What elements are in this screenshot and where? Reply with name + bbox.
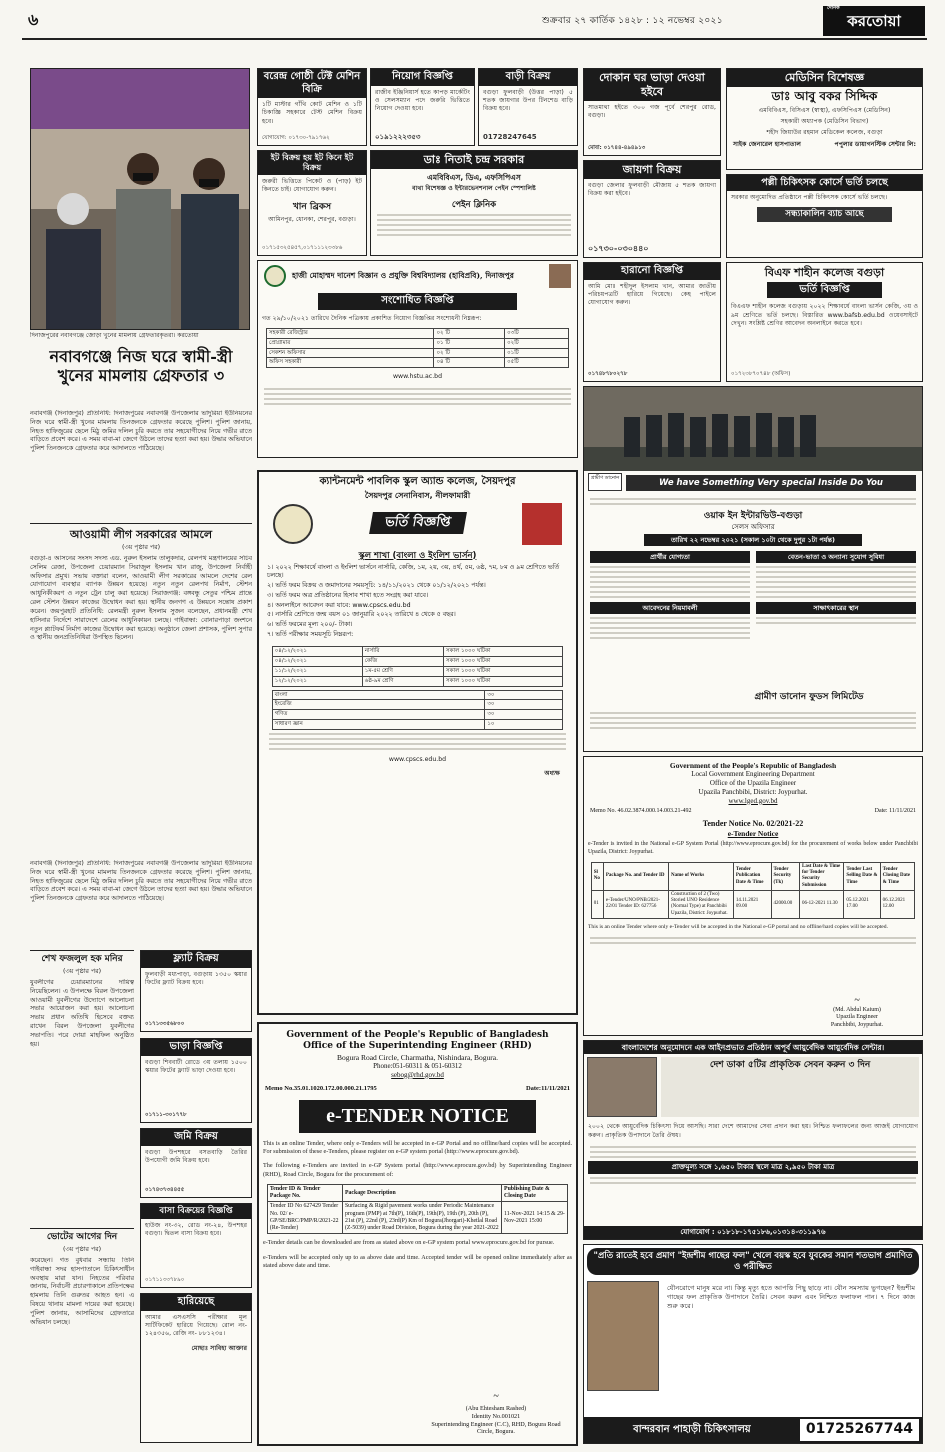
table-row: সেকশন অফিসার ০২ টি ০১টি [266, 348, 568, 358]
ad-name: খান ব্রিকস [292, 201, 332, 212]
list-item: ৪। অনলাইনে আবেদন করা যাবে: www.cpscs.edu.bd [267, 601, 411, 609]
ad-title: জায়গা বিক্রয় [584, 161, 720, 179]
ad-flat-sale [140, 950, 252, 1032]
ad-phone: ০১৭১১৩৩৭৮৯০ [145, 1277, 185, 1284]
hstu-body: গত ২৯/১০/২০২১ তারিখে দৈনিক পত্রিকায় প্রকাশিত নিয়োগ বিজ্ঞপ্তির সংশোধনী নিম্নরূপ: [262, 314, 482, 322]
ad-badge: সন্ধ্যাকালিন ব্যাচ আছে [757, 207, 892, 222]
votes-cont: (৩য় পৃষ্ঠার পর) [62, 1246, 102, 1253]
issue-date: শুক্রবার ২৭ কার্তিক ১৪২৮ : ১২ নভেম্বর ২০২১ [542, 16, 723, 26]
ayur-line2: দেশ ডাকা ৫টির প্রাকৃতিক সেবন করুন ৩ দিন [661, 1057, 919, 1117]
school-logo-icon [273, 504, 313, 544]
venue-heading: সাক্ষাৎকারের স্থান [756, 602, 916, 614]
rhd-title: e-TENDER NOTICE [299, 1100, 536, 1133]
rhd-email[interactable]: sebog@rhd.gov.bd [391, 1070, 444, 1079]
table-row: ইংরেজি ৩০ [272, 700, 563, 710]
ad-title: ফ্ল্যাট বিক্রয় [141, 951, 251, 968]
mujib-body: যুবলীগের চেয়ারম্যানের দায়িত্ব নিয়েছিলেন। এ উপলক্ষে বিরল উপজেলা আওয়ামী যুবলীগের উদ্যোগে আলোচনা সভার আয়োজন করা হয়। আলোচনা সভায় প্রধান অতিথি হিসেবে বক্তব্য রাখেন বিরল উপজেলা যুবলীগের সভাপতি। পরে দোয়া মাহফিল অনুষ্ঠিত হয়। [30, 979, 134, 1048]
ad-phone: ০১৭৪৩৭৩৪৪৫৫ [145, 1187, 185, 1194]
ad-land-plot [583, 160, 721, 258]
ad-indrasheem [583, 1244, 923, 1444]
ad-body: সাতমাথা হইতে ৩০০ গজ পূর্বে শেরপুর রোড, বগুড়া। [588, 103, 716, 119]
rhd-sign2: Identity No.001021 [471, 1412, 521, 1420]
apply-heading: আবেদনের নিয়মাবলী [590, 602, 750, 614]
job-title: ওয়াক ইন ইন্টারভিউ-বগুড়া [703, 511, 803, 521]
lead-lede: নবাবগঞ্জ (দিনাজপুর) প্রতিনিধি: দিনাজপুরের নবাবগঞ্জ উপজেলার ভাদুরিয়া ইউনিয়নের নিজ ঘরে স্বামী-স্ত্রী খুনের মামলায় তিনজনকে গ্রেফতার করেছে পুলিশ। পুলিশ জানায়, নিহত হাফিজুরের ছেলে মিঠু জমির দলিল চুরি করতে তার সহযোগীদের নিয়ে গভীর রাতে বাড়িতে প্রবেশ করে। এ সময় বাবা-মা জেগে উঠলে তাদের হত্যা করা হয়। উদ্ধার অভিযানে পুলিশ তিনজনকে গ্রেফতার করে আদালতে পাঠিয়েছে। [30, 410, 252, 453]
portrait-icon [549, 264, 571, 288]
table-row: প্রোগ্রামার ০১ টি ০২টি [266, 338, 568, 348]
ad-medicine-specialist [726, 68, 923, 170]
ad-rent [140, 1038, 252, 1123]
ad-phone: ০১৭১৫৩২৫৪৫৭,০১৭১১১২৩৩৮৬ [262, 245, 343, 252]
table-row: ১২/১২/২০২১ ৬ষ্ঠ-৯ম শ্রেণি সকাল ১০০০ ঘটিকা [272, 676, 563, 686]
ad-village-doctor [726, 174, 923, 258]
ad-body: রাজীব ইঞ্জিনিয়ার্স হতে কাপড় মার্কেটিং ও সেলসম্যান পদে জরুরি ভিত্তিতে নিয়োগ দেওয়া হবে। [375, 88, 470, 113]
ad-title: ইট বিক্রয় হয় ইট কিনে ইট বিক্রয় [258, 151, 366, 175]
list-item: ৫। নার্সারি শ্রেণিতে জন্ম বয়স ০১ জানুয়ারি ২০২২ তারিখে ৪ থেকে ৫ বছর। [267, 611, 456, 619]
ad-body: জরুরী ভিত্তিতে পিকেট ও (পাড়) ইট কিনতে চাই। যোগাযোগ করুন। [262, 178, 362, 194]
ad-shaheen-college [726, 262, 923, 382]
al-body-more: নবাবগঞ্জ (দিনাজপুর) প্রতিনিধি: দিনাজপুরের নবাবগঞ্জ উপজেলার ভাদুরিয়া ইউনিয়নের নিজ ঘরে স্বামী-স্ত্রী খুনের মামলায় তিনজনকে গ্রেফতার করেছে পুলিশ। পুলিশ জানায়, নিহত হাফিজুরের ছেলে মিঠু জমির দলিল চুরি করতে তার সহযোগীদের নিয়ে গভীর রাতে বাড়িতে প্রবেশ করে। এ সময় বাবা-মা জেগে উঠলে তাদের হত্যা করা হয়। উদ্ধার অভিযানে পুলিশ তিনজনকে গ্রেফতার করে আদালতে পাঠিয়েছে। [30, 860, 252, 903]
list-item: ১। ২০২২ শিক্ষাবর্ষে বাংলা ও ইংলিশ ভার্সনে নার্সারি, কেজি, ১ম, ২য়, ৩য়, ৪র্থ, ৫ম, ৬ষ্ঠ, ৭ম, ৮ম ও ৯ম শ্রেণিতে ভর্তি চলছে। [267, 564, 560, 579]
lged-web[interactable]: www.lged.gov.bd [728, 796, 778, 805]
rhd-memo: Memo No.35.01.1020.172.00.000.21.1795 [265, 1085, 377, 1093]
ad-phone: ০১৭১১-৩০১৭৭৮ [145, 1112, 187, 1119]
college-sub: ভর্তি বিজ্ঞপ্তি [767, 282, 882, 299]
page-number: ৬ [28, 10, 39, 29]
ad-title: দোকান ঘর ভাড়া দেওয়া হইবে [584, 69, 720, 101]
lged-title: Tender Notice No. 02/2021-22 [702, 818, 804, 828]
herbalist-photo [587, 1281, 659, 1391]
ad-lost-nid [583, 262, 721, 382]
team-photo [584, 387, 922, 471]
list-item: ৭। ভর্তি পরীক্ষার সময়সূচি নিম্নরূপ: [267, 631, 354, 639]
rhd-p1: This is an online Tender, where only e-Tenders will be accepted in e-GP Portal and no offline/hard copies will be accepted. For submission of these e-Tenders, please register on e-GP system portal (http://www.eprocure.gov.bd). [263, 1139, 572, 1155]
doctor-degree: এমবিবিএস, বিসিএস (স্বাস্থ্য), এফসিপিএস (মেডিসিন) [758, 106, 891, 114]
ad-title: ডাঃ নিতাই চন্দ্র সরকার [371, 151, 577, 169]
ad-body: আমি মোঃ শহীদুল ইসলাম খান, আমার জাতীয় পরিচয়পত্রটি হারিয়ে গিয়েছে। কেহ পাইলে যোগাযোগ করুন। [588, 282, 716, 307]
rhd-sign: (Abu Ehtesham Rashed) [465, 1405, 527, 1412]
ad-body: বগুড়া শিববাটী রোডে ৩য় তলায় ১৫০০ স্কয়ার ফিটের ফ্ল্যাট ভাড়া দেওয়া হবে। [145, 1058, 247, 1074]
votes-body: করেছেন। গত বুধবার সন্ধ্যায় তিনি গাইবান্ধা সদর হাসপাতালে চিকিৎসাধীন অবস্থায় মারা যান। নিহতের পরিবার জানায়, নির্বাচনী প্রচারণাকালে প্রতিপক্ষের হামলায় তিনি গুরুতর আহত হন। এ বিষয়ে থানায় মামলা দায়ের করা হয়েছে। পুলিশ জানায়, আসামিদের গ্রেফতারে অভিযান চলছে। [30, 1257, 134, 1326]
ad-land-sale [140, 1128, 252, 1198]
ad-ayurvedic [583, 1040, 923, 1240]
hstu-table [266, 328, 569, 369]
ad-title: পল্লী চিকিৎসক কোর্সে ভর্তি চলছে [727, 175, 922, 191]
rhd-p4: e-Tenders will be accepted only up to as above date and time. Accepted tender will be opened online immediately after as stated above date and time. [263, 1253, 572, 1270]
hstu-logo-icon [264, 265, 286, 287]
ad-body: বগুড়া উপশহরে বসতবাড়ি তৈরির উপযোগী জমি বিক্রয় হবে। [145, 1148, 247, 1164]
list-item: ৩। ভর্তি ফরম অত্র প্রতিষ্ঠানের হিসাব শাখা হতে সংগ্রহ করা যাবে। [267, 591, 429, 599]
lged-date: Date: 11/11/2021 [874, 808, 916, 815]
lead-photo [30, 68, 250, 330]
ad-house-sale [478, 68, 578, 146]
ad-shop-rent [583, 68, 721, 156]
ad-title: বরেন্দ্র গোষ্ঠী টেক্ট মেশিন বিক্রি [258, 69, 366, 98]
ad-body: বগুড়া ফুলবাড়ী (উত্তর পাড়া) ৫ শতক জায়গার উপর টিনশেড বাড়ি বিক্রয় হবে। [483, 88, 573, 113]
ad-phone: যোগাযোগ: ০১৭৩০-৭৯১৭৬২ [262, 135, 330, 142]
school-branch: স্কুল শাখা (বাংলা ও ইংলিশ ভার্সন) [358, 550, 477, 561]
ad-house-notice [140, 1203, 252, 1288]
table-row: অফিস সহকারী ০৪ টি ০৫টি [266, 358, 568, 368]
benefit-heading: বেতন-ভাতা ও অন্যান্য সুযোগ সুবিধা [756, 551, 916, 563]
school-marks [272, 690, 564, 731]
school-title: ক্যান্টনমেন্ট পাবলিক স্কুল অ্যান্ড কলেজ, সৈয়দপুর [319, 476, 516, 487]
lged-subtitle: e-Tender Notice [727, 828, 779, 838]
ad-cantonment-school [257, 470, 578, 1015]
ad-phone: ০১৭৩০-০৩০৪৪০ [588, 244, 649, 253]
list-item: ২। ভর্তি ফরম বিক্রয় ও জমাদানের সময়সূচি: ১৪/১১/২০২১ থেকে ০১/১২/২০২১ পর্যন্ত। [267, 581, 486, 589]
ad-phone: ০১৯১২২২৩৫৩ [375, 133, 421, 142]
signature-icon: ~ [493, 1391, 499, 1402]
ad-name: মোছাঃ সাবিহা আক্তার [191, 1344, 247, 1352]
rhd-table: Tender ID & Tender Package No. Package Description Publishing Date & Closing Date Tender ID No 627429 Tender No. 02/ e-GP/SE/BRC/PMP/R/2021-22 (Re-Tender) Surfacing & Rigid pavement works under Periodic Maintenance program (PMP) at 7th(P), 16th(P), 19th(P), 19th (P), 20th (P), 21st (P), 22nd (P), 23rd(P) Km of Bogura(Jhorgari)-Khetlal Road (Z-5039) under Road Division, Bogura during the year 2021-2022 11-Nov-2021 14:15 & 29-Nov-2021 15:00 [267, 1184, 568, 1234]
lged-intro: e-Tender is invited in the National e-GP System Portal (http://www.eprocure.gov.bd) for the procurement of works below under Panchbibi Upazila, District: Joypurhat. [588, 841, 918, 856]
ad-title: বাসা বিক্রয়ের বিজ্ঞপ্তি [141, 1204, 251, 1219]
ad-title: হারিয়েছে [141, 1294, 251, 1311]
lged-govt: Government of the People's Republic of Bangladesh [669, 761, 837, 770]
lged-note: This is an online Tender where only e-Tender will be accepted in the National e-GP portal and no offline/hard copies will be accepted. [588, 923, 888, 930]
ad-degree: এমবিবিএস, ডিএ, এফসিপিএস [427, 172, 521, 182]
ad-brick [257, 150, 367, 256]
hstu-notice-title: সংশোধিত বিজ্ঞপ্তি [318, 293, 517, 310]
ad-machine-sale [257, 68, 367, 146]
mujib-logo-icon [522, 503, 562, 545]
school-notice: ভর্তি বিজ্ঞপ্তি [369, 512, 466, 534]
lged-dept: Local Government Engineering Department [691, 770, 815, 779]
ad-phone: ০১৭২৩৮৭০৭৪৮ (অফিস) [731, 371, 791, 378]
mujib-cont: (৩য় পৃষ্ঠার পর) [62, 968, 102, 975]
ad-body: ১টি মাস্টার গাঁথি কোট মেশিন ও ১টি চিকাজ্ঞি সহকারে টেস্ট মেশিন বিক্রয় হবে। [262, 101, 362, 125]
ad-spec: ব্যথা বিশেষজ্ঞ ও ইন্টারভেনশনাল পেইন স্পেশালিষ্ট [412, 185, 536, 193]
job-role: সেলস অফিসার [731, 523, 775, 531]
ad-title: ভাড়া বিজ্ঞপ্তি [141, 1039, 251, 1056]
rhd-office: Office of the Superintending Engineer (RHD) [303, 1041, 532, 1052]
indra-phone[interactable]: 01725267744 [800, 1419, 919, 1441]
company-name: গ্রামীণ ডানোন ফুডস লিমিটেড [754, 692, 864, 702]
al-headline: আওয়ামী লীগ সরকারের আমলে [69, 528, 213, 541]
masthead: দৈনিক করতোয়া [823, 6, 925, 36]
hstu-website[interactable]: www.hstu.ac.bd [392, 373, 443, 381]
doctor-name: ডাঃ আবু বকর সিদ্দিক [771, 88, 878, 103]
ayur-price: প্রাক্তমূল্য সঙ্গে ১,৬৫০ টাকার স্থলে মাত্র ২,৯৫০ টাকা মাত্র [588, 1161, 918, 1174]
ad-body: সরকার অনুমোদিত প্রতিষ্ঠানে পল্লী চিকিৎসক কোর্সে ভর্তি চলছে। [731, 193, 888, 201]
rhd-addr: Bogura Road Circle, Charmatha, Nishindara, Bogura. [336, 1052, 498, 1062]
lged-office: Office of the Upazila Engineer [709, 779, 797, 788]
lged-signt: Upazila Engineer [836, 1014, 878, 1020]
lead-photo-caption: দিনাজপুরের নবাবগঞ্জে জোড়া খুনের মামলায় গ্রেফতারকৃতরা। করতোয়া [30, 332, 199, 339]
school-sign: অধ্যক্ষ [544, 770, 560, 778]
school-sub: সৈয়দপুর সেনানিবাস, নীলফামারী [364, 490, 471, 500]
rhd-govt: Government of the People's Republic of Bangladesh [286, 1030, 549, 1040]
table-row: ১১/১২/২০২১ ১ম-৫ম শ্রেণি সকাল ১০০০ ঘটিকা [272, 666, 563, 676]
list-item: ৬। ভর্তি ফরমের মূল্য ২০০/- টাকা। [267, 621, 353, 629]
ayur-phone: যোগাযোগ : ০১৮১৮-১৭৫১৮৬,০১৩১৪-৩১১৯৭৬ [584, 1226, 922, 1239]
lged-addr: Upazila Panchbibi, District: Joypurhat. [698, 787, 808, 796]
ad-body: আমার এসএসসি পরীক্ষার মূল সার্টিফিকেট হারিয়ে গিয়েছে। রোল নং- ১২৪৩৫৬, রেজি নং- ৮৮১২৩৪। [145, 1313, 247, 1338]
rhd-p3: e-Tender details can be downloaded are from as stated above on e-GP system portal www.eprocure.gov.bd for pursue. [263, 1239, 555, 1247]
al-cont: (৩য় পৃষ্ঠার পর) [121, 544, 161, 551]
ad-lost-cert [140, 1293, 252, 1443]
grameen-logo: গ্রামীণ ডানোন [588, 473, 622, 491]
ad-body: বিএএফ শাহীন কলেজ বগুড়ায় ২০২২ শিক্ষাবর্ষে বাংলা ভার্সন কেজি, ৩য় ও ৯ম শ্রেণিতে ভর্তি চলছে। বিস্তারিত www.bafsb.edu.bd ওয়েবসাইটে দেখুন। সংশ্লিষ্ট শ্রেণির আবেদন অনলাইনে করতে হবে। [731, 303, 918, 327]
page-header [22, 4, 927, 40]
ad-phone: মোবা: ০১৭৪৪-৪৯৪৯১৩ [588, 145, 646, 152]
ayur-body: ২০০২ থেকে আয়ুর্বেদিক চিকিৎসা দিয়ে আসছি। সারা দেশে আমাদের সেবা প্রদান করা হয়। নিশ্চিত ফলাফলের জন্য আজই যোগাযোগ করুন। প্রাকৃতিক উপাদানে তৈরি ঔষধ। [588, 1123, 918, 1139]
ad-phone: ০১৭১৩৩৫৬৮০০ [145, 1021, 185, 1028]
ad-phone: 01728247645 [483, 133, 537, 142]
rhd-phone: Phone:051-60311 & 051-60312 [373, 1061, 462, 1070]
danone-slogan: We have Something Very special Inside Do You [626, 475, 916, 491]
ad-phone: ০১৭৪৮৭৮০২৭৮ [588, 371, 628, 378]
ad-title: বাড়ী বিক্রয় [479, 69, 577, 86]
lead-headline: নবাবগঞ্জে নিজ ঘরে স্বামী-স্ত্রী খুনের মামলায় গ্রেফতার ৩ [49, 347, 233, 386]
al-body: বগুড়া-৪ আসনের সংসদ সদস্য এড. নুরুল ইসলাম তালুকদার, রেলপথ মন্ত্রণালয়ের সচিব সেলিম রেজা, উপজেলা চেয়ারম্যান সিরাজুল ইসলাম খান রাজু, উপজেলা নির্বাহী অফিসার প্রমুখ। সভায় বক্তারা বলেন, আওয়ামী লীগ সরকারের আমলে দেশের রেল যোগাযোগ ব্যবস্থার ব্যাপক উন্নয়ন হয়েছে। নতুন নতুন রেলপথ নির্মাণ, স্টেশন আধুনিকীকরণ ও নতুন ট্রেন চালু করা হয়েছে। সিরাজগঞ্জ: বঙ্গবন্ধু সেতুর পশ্চিম প্রান্তে রেল স্টেশন উন্নয়ন কাজের উদ্বোধন করা হয়। স্থানীয় জনগণ এ উন্নয়নে সন্তোষ প্রকাশ করেন। জয়পুরহাট প্রতিনিধি: রেলমন্ত্রী নুরুল ইসলাম সুজন বলেছেন, প্রধানমন্ত্রী শেখ হাসিনার নির্দেশে সারাদেশে রেলের আধুনিকায়ন চলছে। গাইবান্ধা: বোনারপাড়া জংশনে নতুন প্ল্যাটফর্ম নির্মাণ কাজের উদ্বোধন করা হয়েছে। অনুষ্ঠানে জেলা প্রশাসক, পুলিশ সুপার ও স্থানীয় জনপ্রতিনিধিরা উপস্থিত ছিলেন। [30, 555, 252, 642]
product-photo [587, 1057, 657, 1117]
ad-body: বগুড়া জেলার ফুলবাড়ী মৌজায় ৫ শতক জায়গা বিক্রয় করা হইবে। [588, 181, 716, 198]
ad-doctor-nitai [370, 150, 578, 256]
ad-lged-tender [583, 756, 923, 1036]
ad-title: জমি বিক্রয় [141, 1129, 251, 1146]
lged-table: Sl No Package No. and Tender ID Name of Works Tender Publication Date & Time Tender Security (Tk) Last Date & Time for Tender Security Submission Tender Last Selling Date & Time Tender Closing Date & Time 01 e-Tender/UNO/PNB/2021-22/01 Tender ID: 627756 Construction of 2 (Two) Storied UNO Residence (Normal Type) at Panchbibi Upazila, District: Joypurhat. 14.11.2021 09.00 42000.00 06-12-2021 11.30 05.12.2021 17.00 06.12.2021 12.00 [591, 862, 915, 919]
rhd-sign3: Superintending Engineer (C.C), RHD, Bogura Road Circle, Bogura. [431, 1420, 561, 1436]
ad-title: মেডিসিন বিশেষজ্ঞ [727, 69, 922, 87]
table-row: গণিত ৩০ [272, 710, 563, 720]
college-title: বিএফ শাহীন কলেজ বগুড়া [764, 266, 885, 279]
qual-heading: প্রার্থীর যোগ্যতা [590, 551, 750, 563]
votes-headline: ভোটের আগের দিন [46, 1232, 118, 1242]
ad-body: ফুলবাড়ী মধ্যপাড়া, বগুড়ায় ১৩৫০ স্কয়ার ফিটের ফ্ল্যাট বিক্রয় হবে। [145, 970, 247, 986]
hstu-name: হাজী মোহাম্মদ দানেশ বিজ্ঞান ও প্রযুক্তি বিশ্ববিদ্যালয় (হাবিপ্রবি), দিনাজপুর [292, 271, 514, 281]
ad-clinic: পেইন ক্লিনিক [451, 200, 497, 211]
lged-signa: Panchbibi, Joypurhat. [830, 1021, 884, 1028]
lged-memo: Memo No. 46.02.3874.000.14.003.21-492 [590, 808, 692, 815]
ad-hstu [257, 260, 578, 458]
ad-title: হারানো বিজ্ঞপ্তি [584, 263, 720, 280]
table-row: ০৪/১২/২০২১ কেজি সকাল ১০০০ ঘটিকা [272, 656, 563, 666]
ad-title: নিয়োগ বিজ্ঞপ্তি [371, 69, 474, 86]
table-row: সাধারণ জ্ঞান ১০ [272, 720, 563, 730]
lged-sign: (Md. Abdul Kaium) [833, 1006, 881, 1013]
chamber-1: সাইক জেনারেল হাসপাতাল [733, 140, 801, 148]
table-row: বাংলা ৩০ [272, 690, 563, 700]
ad-addr: আমিনপুর, ধোনকা, শেরপুর, বগুড়া। [268, 215, 356, 223]
table-row: সহকারী রেজিস্ট্রার ০২ টি ০৩টি [266, 328, 568, 338]
ad-rhd-tender [257, 1022, 578, 1446]
signature-icon: ~ [854, 994, 860, 1006]
ad-recruitment [370, 68, 475, 146]
school-web[interactable]: www.cpscs.edu.bd [388, 756, 447, 763]
mujib-headline: শেখ ফজলুল হক মনির [41, 954, 123, 964]
doctor-hosp: শহীদ জিয়াউর রহমান মেডিকেল কলেজ, বগুড়া [766, 129, 883, 137]
job-date: তারিখ ২২ নভেম্বর ২০২১ (সকাল ১০টা থেকে দুপুর ১টা পর্যন্ত) [644, 534, 862, 546]
rhd-p2: The following e-Tenders are invited in e-GP System portal (http://www.eprocure.gov.bd) by Superintending Engineer (RHD), Road Circle, Bogura for the procurement of: [263, 1162, 572, 1178]
doctor-desig: সহকারী অধ্যাপক (মেডিসিন বিভাগ) [780, 118, 869, 126]
table-row: ০৪/১২/২০২১ নার্সারি সকাল ১০০০ ঘটিকা [272, 647, 563, 657]
ad-grameen-danone [583, 386, 923, 752]
indra-center: বান্দরবান পাহাড়ী চিকিৎসালয় [633, 1423, 751, 1435]
ayur-title: বাংলাদেশের অনুমোদনে এক আইনপ্রভাত প্রতিষ্ঠান অপূর্ব আয়ুর্বেদিক আয়ুর্বেদিক সেন্টার। [584, 1041, 922, 1054]
ad-body: হাউজ নং-৩২, রোড নং-২৪, উপশহর বগুড়া। দ্বিতল বাসা বিক্রয় হবে। [145, 1221, 247, 1237]
school-sched [272, 646, 564, 687]
indra-title: "প্রতি রাতেই হবে প্রমাণ "ইন্দ্রশীম গাছের ফল" খেলে বয়স্ক হবে যুবকের সমান শতভাগ প্রমাণিত ও পরীক্ষিত [587, 1248, 919, 1275]
chamber-2: পপুলার ডায়াগনস্টিক সেন্টার লি: [834, 140, 916, 148]
indra-body: যৌনরোগে মানুষ মরে না। কিন্তু মৃত্যু হতে আপত্তি পিছু ছাড়ে না। যৌন সমস্যায় ভুগছেন? ইন্দ্রশীম গাছের ফল প্রাকৃতিক উপাদানে তৈরি। সেবন করুন এবং নিশ্চিত ফলাফল পান। ৭ দিনে কাজ শুরু করে। [667, 1284, 915, 1311]
rhd-date: Date:11/11/2021 [525, 1085, 570, 1093]
